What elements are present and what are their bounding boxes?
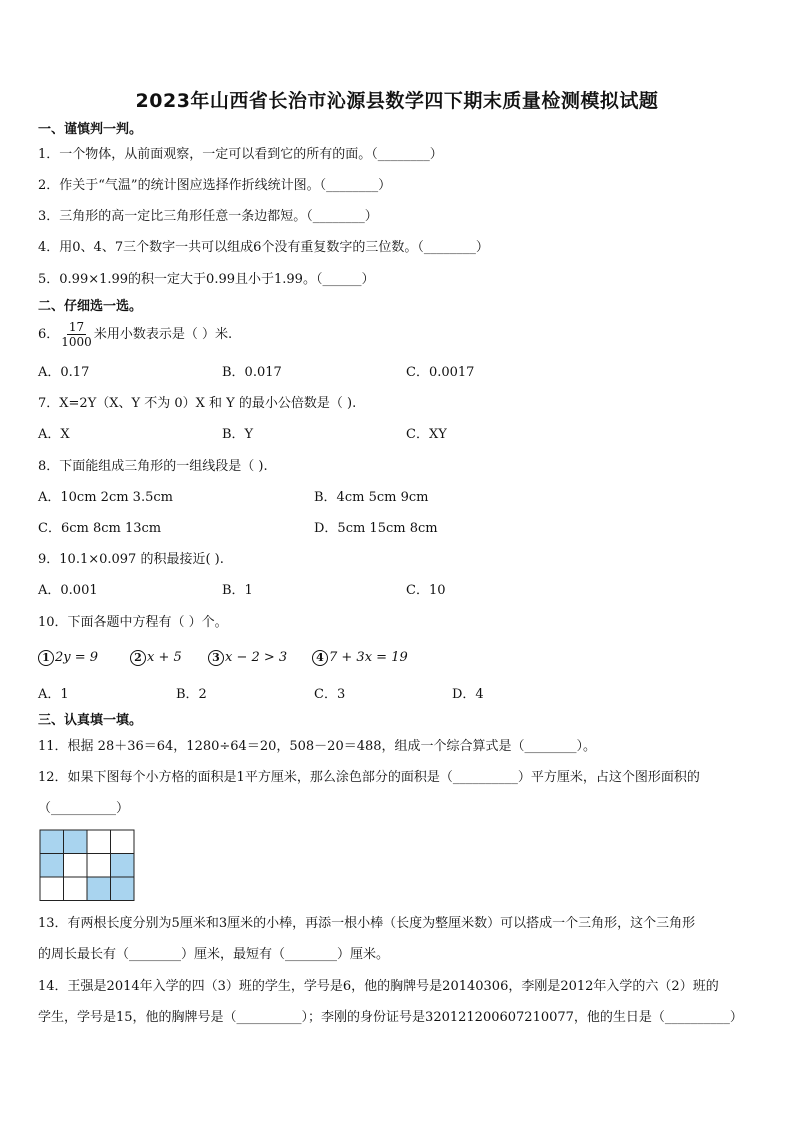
q8-option-d: D．5cm 15cm 8cm [314,521,438,536]
grid-cell-shaded [64,830,88,854]
grid-cell-shaded [40,830,64,854]
q7-option-a: A．X [38,427,70,442]
grid-cell [64,877,88,901]
question-12-line-1: 12．如果下图每个小方格的面积是1平方厘米，那么涂色部分的面积是（__________）平方厘米，占这个图形面积的 [38,770,700,785]
circled-number-1: 1 [38,650,54,666]
question-11: 11．根据 28＋36＝64，1280÷64＝20，508－20＝488，组成一个综合算式是（________）。 [38,739,597,754]
equation-2: 2 x + 5 [130,649,182,667]
q10-option-b: B．2 [176,687,207,702]
q6-option-c: C．0.0017 [406,365,475,380]
grid-cell-shaded [40,854,64,878]
circled-number-4: 4 [312,650,328,666]
equation-1: 1 2y = 9 [38,649,98,667]
q10-option-d: D．4 [452,687,484,702]
question-13-line-1: 13．有两根长度分别为5厘米和3厘米的小棒，再添一根小棒（长度为整厘米数）可以搭成一个三角形，这个三角形 [38,916,696,931]
section-heading-fill: 三、认真填一填。 [38,713,143,728]
grid-cell [111,830,135,854]
grid-cell-shaded [87,877,111,901]
question-13-line-2: 的周长最长有（________）厘米，最短有（________）厘米。 [38,947,390,962]
question-3: 3．三角形的高一定比三角形任意一条边都短。（________） [38,209,378,224]
question-5: 5．0.99×1.99的积一定大于0.99且小于1.99。（______） [38,272,375,287]
equation-3: 3 x − 2 > 3 [208,649,287,667]
question-2: 2．作关于“气温”的统计图应选择作折线统计图。（________） [38,178,392,193]
q10-option-a: A．1 [38,687,69,702]
q9-option-b: B．1 [222,583,253,598]
circled-number-3: 3 [208,650,224,666]
q10-option-c: C．3 [314,687,346,702]
q6-option-b: B．0.017 [222,365,282,380]
grid-cell-shaded [111,877,135,901]
grid-cell [40,877,64,901]
question-12-line-2: （__________） [38,801,130,816]
section-heading-choose: 二、仔细选一选。 [38,299,143,314]
question-6-number: 6． [38,327,60,342]
q8-option-c: C．6cm 8cm 13cm [38,521,162,536]
circled-number-2: 2 [130,650,146,666]
question-7: 7．X=2Y（X、Y 不为 0）X 和 Y 的最小公倍数是（ ). [38,396,357,411]
question-4: 4．用0、4、7三个数字一共可以组成6个没有重复数字的三位数。（________） [38,240,489,255]
area-grid-figure [39,829,135,902]
q6-option-a: A．0.17 [38,365,90,380]
section-heading-judge: 一、谨慎判一判。 [38,122,143,137]
equation-4: 4 7 + 3x = 19 [312,649,408,667]
grid-cell-shaded [111,854,135,878]
fraction-denominator: 1000 [61,335,92,349]
q9-option-c: C．10 [406,583,446,598]
grid-cell [87,854,111,878]
question-1: 1．一个物体，从前面观察，一定可以看到它的所有的面。（________） [38,147,443,162]
question-14-line-2: 学生，学号是15，他的胸牌号是（__________）；李刚的身份证号是320121200607210077，他的生日是（__________） [38,1010,743,1025]
q7-option-b: B．Y [222,427,254,442]
fraction-numerator: 17 [68,320,85,334]
question-6 [38,318,232,352]
q9-option-a: A．0.001 [38,583,98,598]
q8-option-a: A．10cm 2cm 3.5cm [38,490,173,505]
page-title: 2023年山西省长治市沁源县数学四下期末质量检测模拟试题 [135,90,659,112]
grid-cell [87,830,111,854]
grid-cell [64,854,88,878]
question-6-text: 米用小数表示是（ ）米. [93,327,233,342]
q8-option-b: B．4cm 5cm 9cm [314,490,429,505]
question-10: 10．下面各题中方程有（ ）个。 [38,615,228,630]
question-14-line-1: 14．王强是2014年入学的四（3）班的学生，学号是6，他的胸牌号是20140306，李刚是2012年入学的六（2）班的 [38,979,719,994]
fraction [61,320,92,349]
question-8: 8．下面能组成三角形的一组线段是（ ). [38,459,268,474]
q7-option-c: C．XY [406,427,447,442]
question-9: 9．10.1×0.097 的积最接近( ). [38,552,224,567]
